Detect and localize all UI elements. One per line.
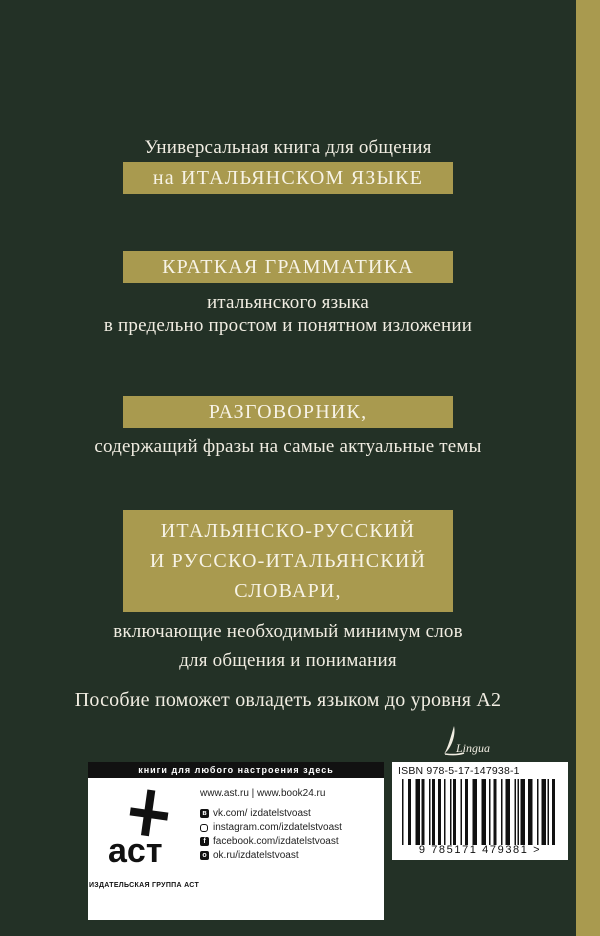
feature-3-line-1: содержащий фразы на самые актуальные темы (94, 436, 482, 457)
barcode-bar (465, 779, 468, 845)
publisher-links (200, 788, 380, 863)
facebook-icon: f (200, 837, 209, 846)
barcode-bar (402, 779, 404, 845)
book-spine (576, 0, 600, 936)
barcode-bar (521, 779, 526, 845)
publisher-name: ИЗДАТЕЛЬСКАЯ ГРУППА АСТ (88, 882, 200, 889)
barcode-bar (542, 779, 547, 845)
odnoklassniki-icon: о (200, 851, 209, 860)
barcode-digits: 9 785171 479381 > (418, 844, 542, 856)
barcode-bar (444, 779, 446, 845)
social-instagram-link[interactable]: instagram.com/izdatelstvoast (213, 822, 342, 833)
barcode-bar (528, 779, 533, 845)
barcode-bar (473, 779, 478, 845)
barcode-bar (453, 779, 456, 845)
barcode-bar (501, 779, 503, 845)
feature-4-band-line-3: СЛОВАРИ, (234, 580, 342, 602)
social-ok[interactable] (200, 849, 380, 862)
feature-3-band-text: РАЗГОВОРНИК, (208, 401, 368, 423)
social-vk-link[interactable]: vk.com/ izdatelstvoast (213, 808, 311, 819)
publisher-tagline: книги для любого настроения здесь (88, 762, 384, 778)
feature-2-line-2: в предельно простом и понятном изложении (103, 315, 473, 336)
barcode-bar (506, 779, 511, 845)
vk-icon: в (200, 809, 209, 818)
barcode-panel (392, 762, 568, 860)
barcode-bar (429, 779, 431, 845)
barcode-bar (422, 779, 425, 845)
barcode-bar (537, 779, 539, 845)
feature-2-band (123, 251, 453, 283)
feature-4-line-2: для общения и понимания (179, 650, 397, 671)
feature-4-band-line-2: И РУССКО-ИТАЛЬЯНСКИЙ (149, 550, 427, 572)
barcode-bar (416, 779, 421, 845)
social-vk[interactable] (200, 807, 380, 820)
social-facebook-link[interactable]: facebook.com/izdatelstvoast (213, 836, 339, 847)
feature-1-band-text: на ИТАЛЬЯНСКОМ ЯЗЫКЕ (152, 167, 424, 189)
lingua-logo-mark (442, 724, 492, 758)
instagram-icon (200, 824, 208, 832)
barcode-bar (494, 779, 497, 845)
barcode-bar (518, 779, 520, 845)
website-links[interactable]: www.ast.ru | www.book24.ru (200, 788, 326, 799)
barcode-bar (461, 779, 463, 845)
social-facebook[interactable] (200, 835, 380, 848)
barcode-bar (552, 779, 555, 845)
barcode-bar (515, 779, 517, 845)
isbn-number: ISBN 978-5-17-147938-1 (398, 765, 520, 777)
feature-4-band (123, 510, 453, 612)
feature-1-band (123, 162, 453, 194)
barcode-bar (432, 779, 435, 845)
social-ok-link[interactable]: ok.ru/izdatelstvoast (213, 850, 299, 861)
feature-4-line-1: включающие необходимый минимум слов (113, 621, 463, 642)
barcode-bar (489, 779, 491, 845)
feature-3-band (123, 396, 453, 428)
barcode-bar (450, 779, 452, 845)
lingua-logo-text: Lingua (456, 741, 491, 755)
barcode-bar (548, 779, 550, 845)
feature-2-band-text: КРАТКАЯ ГРАММАТИКА (162, 256, 414, 278)
barcode-bar (408, 779, 411, 845)
barcode-bar (482, 779, 487, 845)
ast-logo-text: аст (108, 832, 163, 870)
barcode-bars (402, 779, 558, 845)
ast-logo (104, 784, 184, 876)
feature-4-band-line-1: ИТАЛЬЯНСКО-РУССКИЙ (160, 520, 416, 542)
barcode-bar (438, 779, 441, 845)
feature-1-intro: Универсальная книга для общения (144, 137, 432, 158)
summary-text: Пособие поможет овладеть языком до уровня А2 (74, 689, 502, 711)
publisher-panel (88, 762, 384, 920)
lingua-logo (442, 724, 492, 763)
social-instagram[interactable] (200, 821, 380, 834)
feature-2-line-1: итальянского языка (206, 292, 370, 313)
